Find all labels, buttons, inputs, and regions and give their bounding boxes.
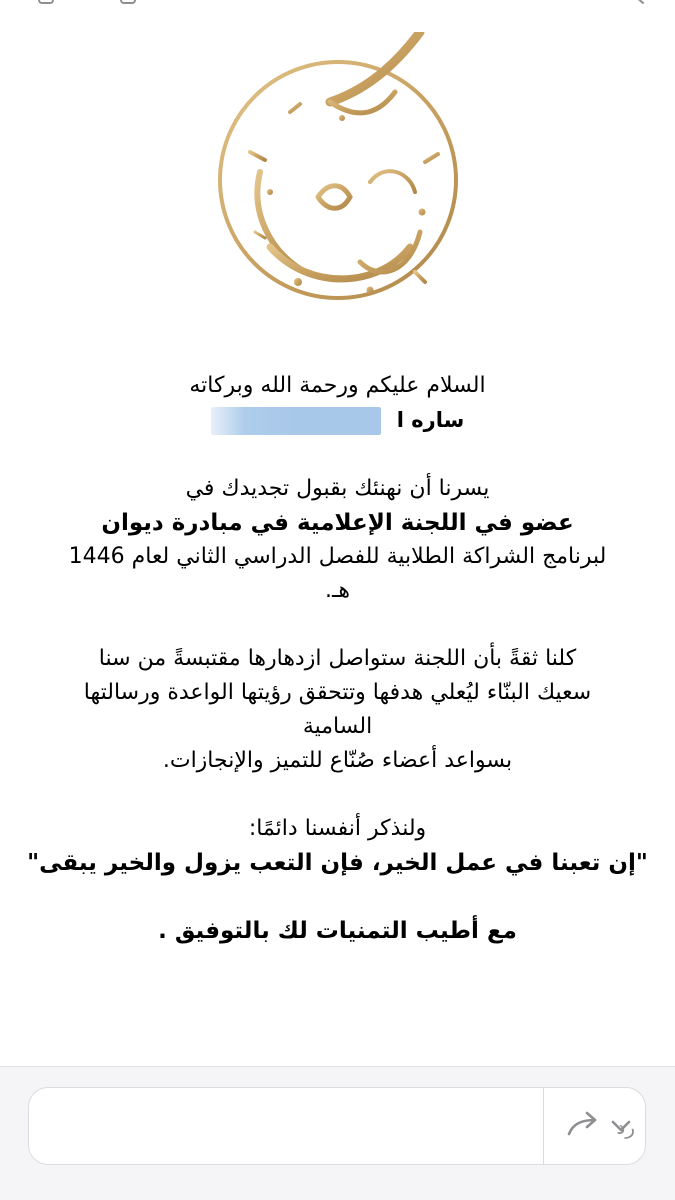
trust-line-2: سعيك البنّاء ليُعلي هدفها وتتحقق رؤيتها الواعدة ورسالتها	[83, 680, 592, 705]
remember-line: ولنذكر أنفسنا دائمًا:	[248, 816, 427, 841]
message-text	[20, 369, 655, 948]
trust-line-3: السامية	[302, 714, 373, 739]
toolbar-icon-left[interactable]	[38, 0, 54, 4]
message-body	[0, 14, 675, 1066]
name-redaction	[211, 407, 381, 435]
forward-arrow-icon[interactable]	[563, 1106, 603, 1146]
calligraphy-seal-logo	[210, 32, 466, 308]
trust-line-4: بسواعد أعضاء صُنّاع للتميز والإنجازات.	[162, 748, 513, 773]
compose-icon[interactable]	[634, 0, 648, 6]
reply-box	[28, 1087, 646, 1165]
intro-line: يسرنا أن نهنئك بقبول تجديدك في	[185, 476, 490, 501]
trust-line-1: كلنا ثقةً بأن اللجنة ستواصل ازدهارها مقتبسةً من سنا	[98, 646, 577, 671]
toolbar-icon-middle[interactable]	[120, 0, 136, 4]
program-line-1: لبرنامج الشراكة الطلابية للفصل الدراسي الثاني لعام 1446	[68, 544, 607, 569]
recipient-line	[20, 403, 655, 438]
closing-line: مع أطيب التمنيات لك بالتوفيق .	[158, 918, 517, 944]
chevron-down-icon[interactable]	[601, 1106, 641, 1146]
role-line: عضو في اللجنة الإعلامية في مبادرة ديوان	[101, 510, 574, 536]
greeting: السلام عليكم ورحمة الله وبركاته	[189, 373, 486, 398]
top-toolbar	[0, 0, 675, 14]
quote-line: "إن تعبنا في عمل الخير، فإن التعب يزول والخير يبقى"	[27, 850, 648, 876]
reply-divider	[543, 1088, 544, 1164]
program-line-2: هـ.	[324, 578, 351, 603]
recipient-name: ساره ا	[396, 408, 465, 432]
reply-bar	[0, 1066, 675, 1200]
